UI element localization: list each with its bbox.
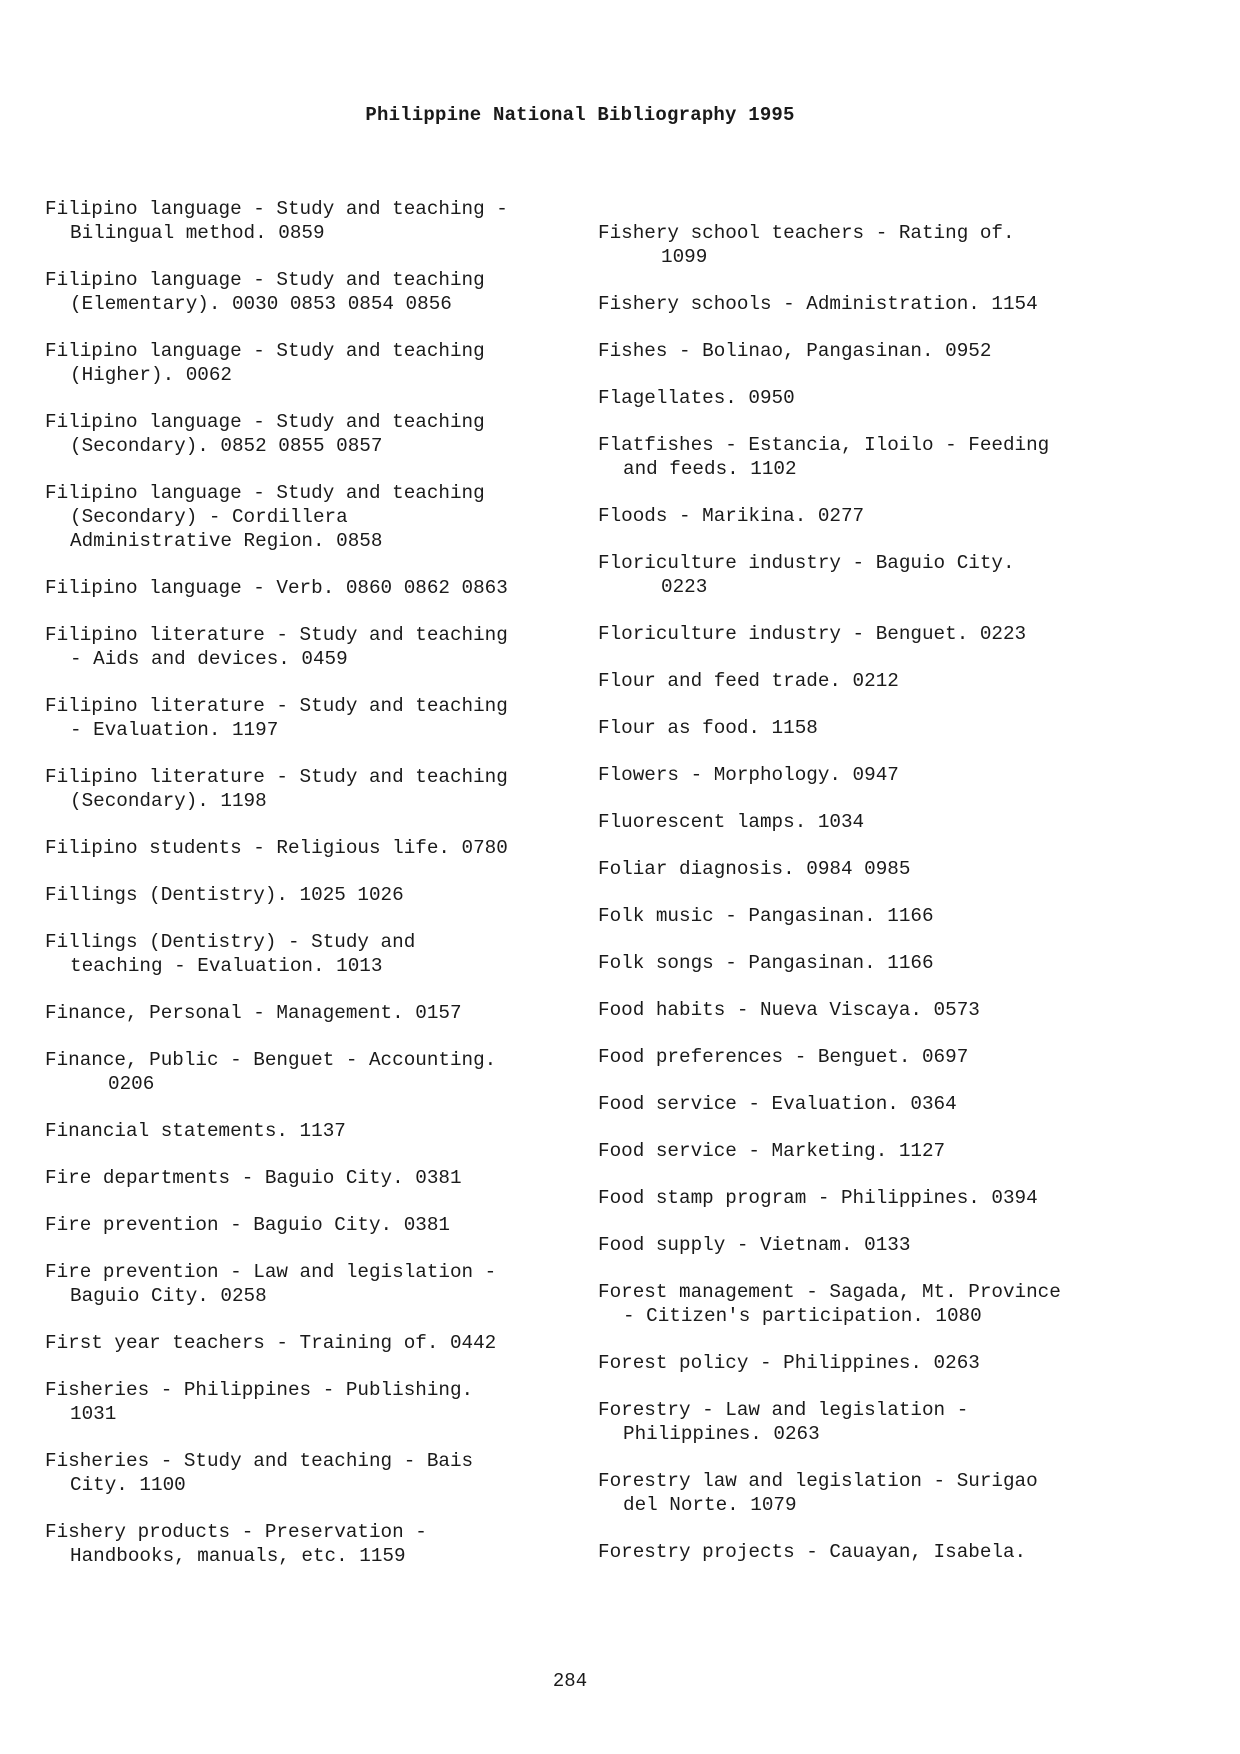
index-entry: [45, 481, 565, 553]
index-entry: [598, 904, 1118, 928]
entry-heading-line: Filipino language - Study and teaching: [45, 411, 485, 433]
entry-continuation-line: (Elementary). 0030 0853 0854 0856: [70, 293, 452, 315]
index-entry: [45, 694, 565, 742]
entry-heading-line: Food habits - Nueva Viscaya. 0573: [598, 999, 980, 1021]
entry-continuation-line: - Aids and devices. 0459: [70, 648, 348, 670]
index-entry: [598, 339, 1118, 363]
index-entry: [598, 763, 1118, 787]
entry-continuation-line: Handbooks, manuals, etc. 1159: [70, 1545, 406, 1567]
index-entry: [45, 1520, 565, 1568]
entry-continuation-line: 0223: [661, 576, 708, 598]
entry-heading-line: Forest management - Sagada, Mt. Province: [598, 1281, 1061, 1303]
index-entry: [598, 221, 1118, 269]
index-entry: [45, 197, 565, 245]
index-entry: [598, 1233, 1118, 1257]
entry-heading-line: Foliar diagnosis. 0984 0985: [598, 858, 911, 880]
entry-heading-line: Flour and feed trade. 0212: [598, 670, 899, 692]
index-column-right: [598, 221, 1118, 1587]
index-entry: [598, 433, 1118, 481]
entry-continuation-line: and feeds. 1102: [623, 458, 797, 480]
index-entry: [45, 883, 565, 907]
entry-heading-line: Filipino students - Religious life. 0780: [45, 837, 508, 859]
index-entry: [598, 504, 1118, 528]
entry-heading-line: Finance, Personal - Management. 0157: [45, 1002, 462, 1024]
index-entry: [598, 1092, 1118, 1116]
entry-heading-line: Folk music - Pangasinan. 1166: [598, 905, 934, 927]
entry-heading-line: Flatfishes - Estancia, Iloilo - Feeding: [598, 434, 1050, 456]
entry-continuation-line: Baguio City. 0258: [70, 1285, 267, 1307]
entry-heading-line: Fire departments - Baguio City. 0381: [45, 1167, 462, 1189]
index-entry: [598, 292, 1118, 316]
index-entry: [598, 1280, 1118, 1328]
index-entry: [598, 857, 1118, 881]
entry-continuation-line: 1031: [70, 1403, 117, 1425]
index-entry: [45, 1001, 565, 1025]
entry-heading-line: Forestry law and legislation - Surigao: [598, 1470, 1038, 1492]
index-entry: [598, 1045, 1118, 1069]
index-entry: [45, 623, 565, 671]
page-title: Philippine National Bibliography 1995: [365, 104, 795, 126]
entry-heading-line: Filipino language - Study and teaching -: [45, 198, 508, 220]
index-entry: [45, 765, 565, 813]
index-entry: [598, 622, 1118, 646]
index-column-left: [45, 197, 565, 1591]
entry-heading-line: Fishes - Bolinao, Pangasinan. 0952: [598, 340, 992, 362]
entry-heading-line: Filipino language - Study and teaching: [45, 340, 485, 362]
index-entry: [45, 1449, 565, 1497]
entry-heading-line: Food supply - Vietnam. 0133: [598, 1234, 911, 1256]
entry-continuation-line: del Norte. 1079: [623, 1494, 797, 1516]
entry-heading-line: Food stamp program - Philippines. 0394: [598, 1187, 1038, 1209]
index-entry: [598, 716, 1118, 740]
index-entry: [598, 1469, 1118, 1517]
entry-heading-line: Food service - Evaluation. 0364: [598, 1093, 957, 1115]
entry-continuation-line: - Evaluation. 1197: [70, 719, 279, 741]
entry-continuation-line: City. 1100: [70, 1474, 186, 1496]
entry-continuation-line: (Secondary). 0852 0855 0857: [70, 435, 383, 457]
entry-heading-line: Floriculture industry - Baguio City.: [598, 552, 1015, 574]
entry-heading-line: Flour as food. 1158: [598, 717, 818, 739]
index-entry: [45, 268, 565, 316]
index-entry: [45, 1048, 565, 1096]
entry-continuation-line: (Secondary). 1198: [70, 790, 267, 812]
index-entry: [45, 339, 565, 387]
entry-heading-line: Flowers - Morphology. 0947: [598, 764, 899, 786]
index-entry: [598, 551, 1118, 599]
entry-heading-line: Fire prevention - Law and legislation -: [45, 1261, 497, 1283]
entry-heading-line: Forestry - Law and legislation -: [598, 1399, 969, 1421]
index-entry: [598, 1398, 1118, 1446]
entry-heading-line: Fisheries - Study and teaching - Bais: [45, 1450, 474, 1472]
entry-heading-line: Fillings (Dentistry). 1025 1026: [45, 884, 404, 906]
index-entry: [45, 1119, 565, 1143]
entry-heading-line: Fire prevention - Baguio City. 0381: [45, 1214, 450, 1236]
index-entry: [598, 386, 1118, 410]
entry-continuation-line: - Citizen's participation. 1080: [623, 1305, 982, 1327]
index-entry: [598, 998, 1118, 1022]
index-entry: [598, 810, 1118, 834]
entry-heading-line: Fillings (Dentistry) - Study and: [45, 931, 416, 953]
index-entry: [45, 1378, 565, 1426]
entry-heading-line: Floriculture industry - Benguet. 0223: [598, 623, 1027, 645]
entry-heading-line: Finance, Public - Benguet - Accounting.: [45, 1049, 497, 1071]
entry-heading-line: Filipino language - Verb. 0860 0862 0863: [45, 577, 508, 599]
index-entry: [598, 1186, 1118, 1210]
index-entry: [598, 951, 1118, 975]
entry-heading-line: Filipino literature - Study and teaching: [45, 766, 508, 788]
index-entry: [45, 1166, 565, 1190]
index-entry: [598, 1139, 1118, 1163]
index-entry: [45, 410, 565, 458]
entry-heading-line: Fishery schools - Administration. 1154: [598, 293, 1038, 315]
entry-heading-line: Fisheries - Philippines - Publishing.: [45, 1379, 474, 1401]
entry-continuation-line: Bilingual method. 0859: [70, 222, 325, 244]
entry-continuation-line: (Higher). 0062: [70, 364, 232, 386]
entry-heading-line: Filipino language - Study and teaching: [45, 482, 485, 504]
entry-heading-line: Financial statements. 1137: [45, 1120, 346, 1142]
entry-heading-line: Food service - Marketing. 1127: [598, 1140, 946, 1162]
entry-heading-line: Filipino literature - Study and teaching: [45, 695, 508, 717]
page-number: 284: [552, 1670, 588, 1692]
entry-continuation-line: 0206: [108, 1073, 155, 1095]
index-entry: [45, 1331, 565, 1355]
index-entry: [598, 1540, 1118, 1564]
entry-heading-line: Flagellates. 0950: [598, 387, 795, 409]
entry-continuation-line: teaching - Evaluation. 1013: [70, 955, 383, 977]
entry-heading-line: Filipino literature - Study and teaching: [45, 624, 508, 646]
entry-heading-line: Food preferences - Benguet. 0697: [598, 1046, 969, 1068]
entry-heading-line: Forestry projects - Cauayan, Isabela.: [598, 1541, 1027, 1563]
entry-heading-line: First year teachers - Training of. 0442: [45, 1332, 497, 1354]
entry-continuation-line: (Secondary) - Cordillera: [70, 506, 348, 528]
index-entry: [45, 576, 565, 600]
entry-heading-line: Fishery school teachers - Rating of.: [598, 222, 1015, 244]
entry-heading-line: Fishery products - Preservation -: [45, 1521, 427, 1543]
entry-continuation-line: Administrative Region. 0858: [70, 530, 383, 552]
index-entry: [45, 930, 565, 978]
entry-heading-line: Filipino language - Study and teaching: [45, 269, 485, 291]
index-entry: [45, 836, 565, 860]
index-entry: [45, 1260, 565, 1308]
index-entry: [45, 1213, 565, 1237]
entry-continuation-line: 1099: [661, 246, 708, 268]
entry-heading-line: Floods - Marikina. 0277: [598, 505, 865, 527]
entry-heading-line: Forest policy - Philippines. 0263: [598, 1352, 980, 1374]
entry-continuation-line: Philippines. 0263: [623, 1423, 820, 1445]
index-entry: [598, 669, 1118, 693]
entry-heading-line: Fluorescent lamps. 1034: [598, 811, 865, 833]
index-entry: [598, 1351, 1118, 1375]
entry-heading-line: Folk songs - Pangasinan. 1166: [598, 952, 934, 974]
